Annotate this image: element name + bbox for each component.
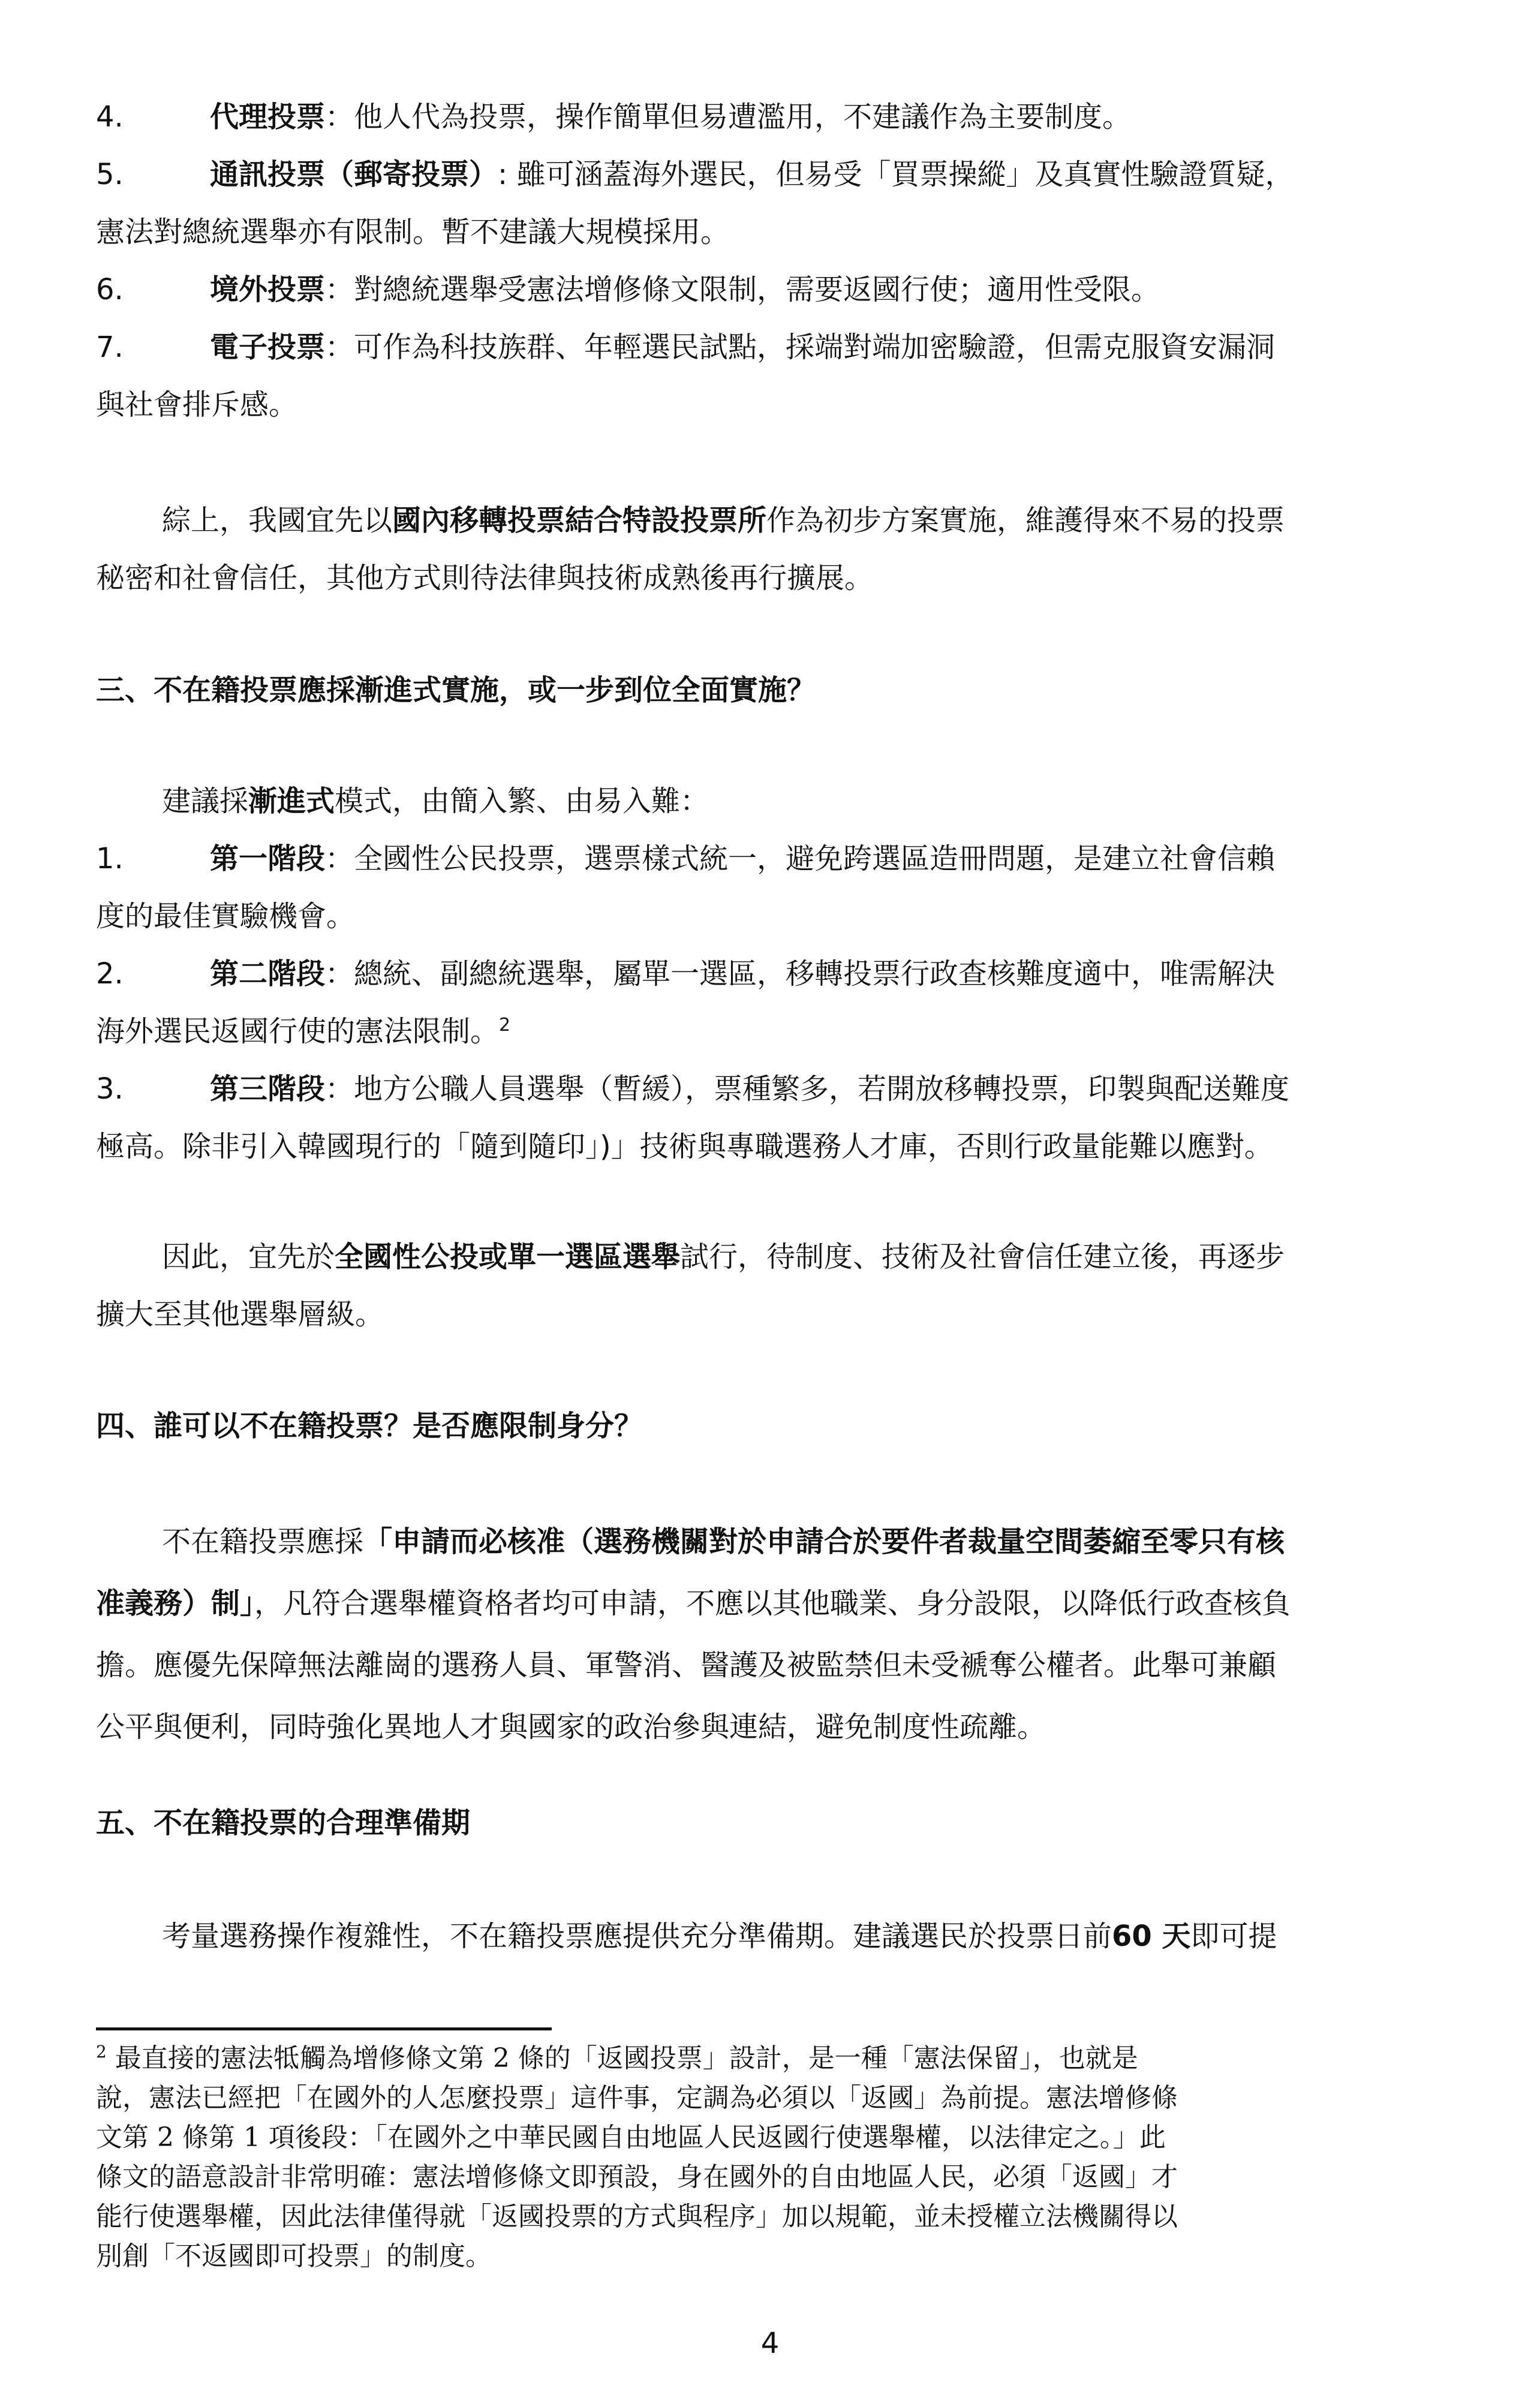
footnote-divider — [96, 2027, 552, 2030]
item-title: 第二階段 — [210, 957, 326, 991]
page-number: 4 — [760, 2327, 780, 2360]
item-text: ：他人代為投票，操作簡單但易遭濫用，不建議作為主要制度。 — [325, 100, 1132, 134]
summary-emphasis: 國內移轉投票結合特設投票所 — [392, 504, 767, 537]
item-text: ：對總統選舉受憲法增修條文限制，需要返國行使；適用性受限。 — [325, 273, 1160, 306]
section-heading: 五、不在籍投票的合理準備期 — [96, 1806, 471, 1840]
section5-body: 考量選務操作複雜性，不在籍投票應提供充分準備期。建議選民於投票日前60 天即可提 — [162, 1919, 1277, 1953]
item-number: 3. — [96, 1072, 124, 1106]
list-item — [96, 261, 1403, 318]
section4-body: 不在籍投票應採「申請而必核准（選務機關對於申請合於要件者裁量空間萎縮至零只有核 准義務）制」，凡符合選舉權資格者均可申請，不應以其他職業、身分設限，以降低行政查核負 擔。應優先保障無法離崗的選務人員、軍警消、醫護及被監禁但未受褫奪公權者。此舉可兼顧 公平與便利，同時強化異地人才與國家的政治參與連結，避免制度性疏離。 — [96, 1525, 1291, 1744]
item-number: 4. — [96, 100, 124, 134]
list-item — [96, 88, 1403, 146]
item-title: 第三階段 — [210, 1072, 326, 1106]
item-number: 5. — [96, 158, 124, 191]
policy-emphasis: 「申請而必核准（選務機關對於申請合於要件者裁量空間萎縮至零只有核 — [363, 1525, 1285, 1558]
section3-body: 建議採漸進式模式，由簡入繁、由易入難： 1. 第一階段：全國性公民投票，選票樣式統一，避免跨選區造冊問題，是建立社會信賴 度的最佳實驗機會。 2. 第二階段：總統、副總統選舉，屬單一選區，移轉投票行政查核難度適中，唯需解決 海外選民返國行使的憲法限制。$^2$ 3. 第三階段：地方公職人員選舉（暫緩），票種繁多，若開放移轉投票，印製與配送難度 極高。除非引入韓國現行的「隨到隨印」)」技術與專職選務人才庫，否則行政量能難以應對。 — [96, 772, 1403, 1175]
summary-paragraph: 綜上，我國宜先以國內移轉投票結合特設投票所作為初步方案實施，維護得來不易的投票 秘密和社會信任，其他方式則待法律與技術成熟後再行擴展。 — [96, 504, 1285, 595]
list-item: 1. 第一階段：全國性公民投票，選票樣式統一，避免跨選區造冊問題，是建立社會信賴 — [96, 830, 1403, 887]
item-title: 代理投票 — [210, 100, 326, 134]
item-number: 6. — [96, 273, 124, 306]
item-number: 2. — [96, 957, 124, 991]
method-list — [96, 88, 1403, 434]
item-title: 電子投票 — [210, 330, 326, 364]
item-number: 1. — [96, 842, 124, 875]
list-item — [96, 318, 1403, 376]
list-item: 2. 第二階段：總統、副總統選舉，屬單一選區，移轉投票行政查核難度適中，唯需解決 — [96, 945, 1403, 1003]
item-title: 第一階段 — [210, 842, 326, 875]
section3-conclusion: 因此，宜先於全國性公投或單一選區選舉試行，待制度、技術及社會信任建立後，再逐步 擴大至其他選舉層級。 — [96, 1240, 1285, 1331]
section-heading: 三、不在籍投票應採漸進式實施，或一步到位全面實施？ — [96, 673, 816, 707]
item-text: : 雖可涵蓋海外選民，但易受「買票操縱」及真實性驗證質疑， — [498, 158, 1294, 191]
footnote-mark: 2 — [96, 2042, 107, 2062]
item-continuation: 憲法對總統選舉亦有限制。暫不建議大規模採用。 — [96, 215, 730, 249]
list-item: 3. 第三階段：地方公職人員選舉（暫緩），票種繁多，若開放移轉投票，印製與配送難度 — [96, 1060, 1403, 1118]
item-continuation: 與社會排斥感。 — [96, 388, 298, 422]
section-heading: 四、誰可以不在籍投票？是否應限制身分？ — [96, 1409, 643, 1443]
item-number: 7. — [96, 330, 124, 364]
item-text: ：可作為科技族群、年輕選民試點，採端對端加密驗證，但需克服資安漏洞 — [325, 330, 1276, 364]
footnote: $^2$ 最直接的憲法牴觸為增修條文第 2 條的「返國投票」設計，是一種「憲法保留」，也就是 說，憲法已經把「在國外的人怎麼投票」這件事，定調為必須以「返國」為前提。憲法增修條 文第 2 條第 1 項後段：「在國外之中華民國自由地區人民返國行使選舉權，以法律定之。」此 條文的語意設計非常明確：憲法增修條文即預設，身在國外的自由地區人民，必須「返國」才 能行使選舉權，因此法律僅得就「返國投票的方式與程序」加以規範，並未授權立法機關得以 別創「不返國即可投票」的制度。 — [96, 2042, 1178, 2271]
item-title: 境外投票 — [210, 273, 326, 306]
footnote-reference[interactable]: 2 — [499, 1015, 511, 1036]
list-item — [96, 146, 1403, 203]
item-title: 通訊投票（郵寄投票） — [210, 158, 498, 191]
